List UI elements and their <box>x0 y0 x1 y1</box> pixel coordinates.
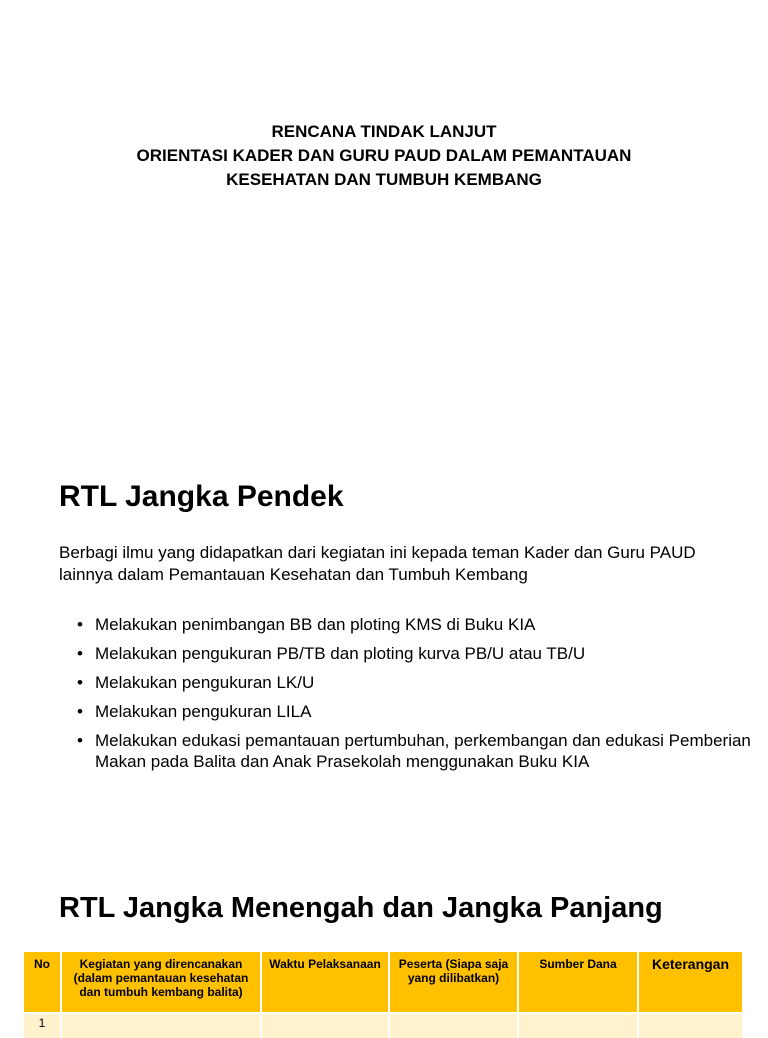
slide-title <box>0 120 768 192</box>
title-line-1: RENCANA TINDAK LANJUT <box>271 122 497 141</box>
table-cell[interactable] <box>61 1013 261 1038</box>
bullet-text: Melakukan pengukuran LILA <box>95 702 312 721</box>
table-cell[interactable]: 1 <box>24 1013 61 1038</box>
bullet-text: Melakukan pengukuran PB/TB dan ploting kurva PB/U atau TB/U <box>95 644 586 663</box>
bullet-dot-icon: • <box>77 644 83 663</box>
bullet-text: Melakukan edukasi pemantauan pertumbuhan, perkembangan dan edukasi Pemberian Makan pada Balita dan Anak Prasekolah menggunakan Buku KIA <box>95 731 751 771</box>
bullet-text: Melakukan penimbangan BB dan ploting KMS di Buku KIA <box>95 615 536 634</box>
bullet-text: Melakukan pengukuran LK/U <box>95 673 315 692</box>
title-line-2: ORIENTASI KADER DAN GURU PAUD DALAM PEMANTAUAN <box>136 146 632 165</box>
table-cell[interactable] <box>389 1013 518 1038</box>
bullet-dot-icon: • <box>77 615 83 634</box>
short-term-bullet-list <box>77 614 757 780</box>
bullet-item <box>77 614 757 635</box>
header-peserta: Peserta (Siapa saja yang dilibatkan) <box>389 952 518 1013</box>
bullet-dot-icon: • <box>77 731 83 750</box>
header-kegiatan: Kegiatan yang direncanakan (dalam pemantauan kesehatan dan tumbuh kembang balita) <box>61 952 261 1013</box>
table-cell[interactable] <box>638 1013 742 1038</box>
header-sumber-dana: Sumber Dana <box>518 952 638 1013</box>
table-cell[interactable] <box>261 1013 389 1038</box>
bullet-item <box>77 730 757 772</box>
bullet-dot-icon: • <box>77 673 83 692</box>
bullet-item <box>77 701 757 722</box>
rtl-plan-table <box>24 952 742 1038</box>
bullet-item <box>77 672 757 693</box>
header-no: No <box>24 952 61 1013</box>
short-term-intro: Berbagi ilmu yang didapatkan dari kegiatan ini kepada teman Kader dan Guru PAUD lainnya dalam Pemantauan Kesehatan dan Tumbuh Kembang <box>59 543 696 584</box>
header-waktu: Waktu Pelaksanaan <box>261 952 389 1013</box>
header-keterangan: Keterangan <box>638 952 742 1013</box>
long-term-heading: RTL Jangka Menengah dan Jangka Panjang <box>59 892 663 924</box>
short-term-heading: RTL Jangka Pendek <box>59 480 344 513</box>
table-cell[interactable] <box>518 1013 638 1038</box>
title-line-3: KESEHATAN DAN TUMBUH KEMBANG <box>226 170 542 189</box>
table-header-row <box>24 952 742 1013</box>
bullet-item <box>77 643 757 664</box>
bullet-dot-icon: • <box>77 702 83 721</box>
table-row <box>24 1013 742 1038</box>
